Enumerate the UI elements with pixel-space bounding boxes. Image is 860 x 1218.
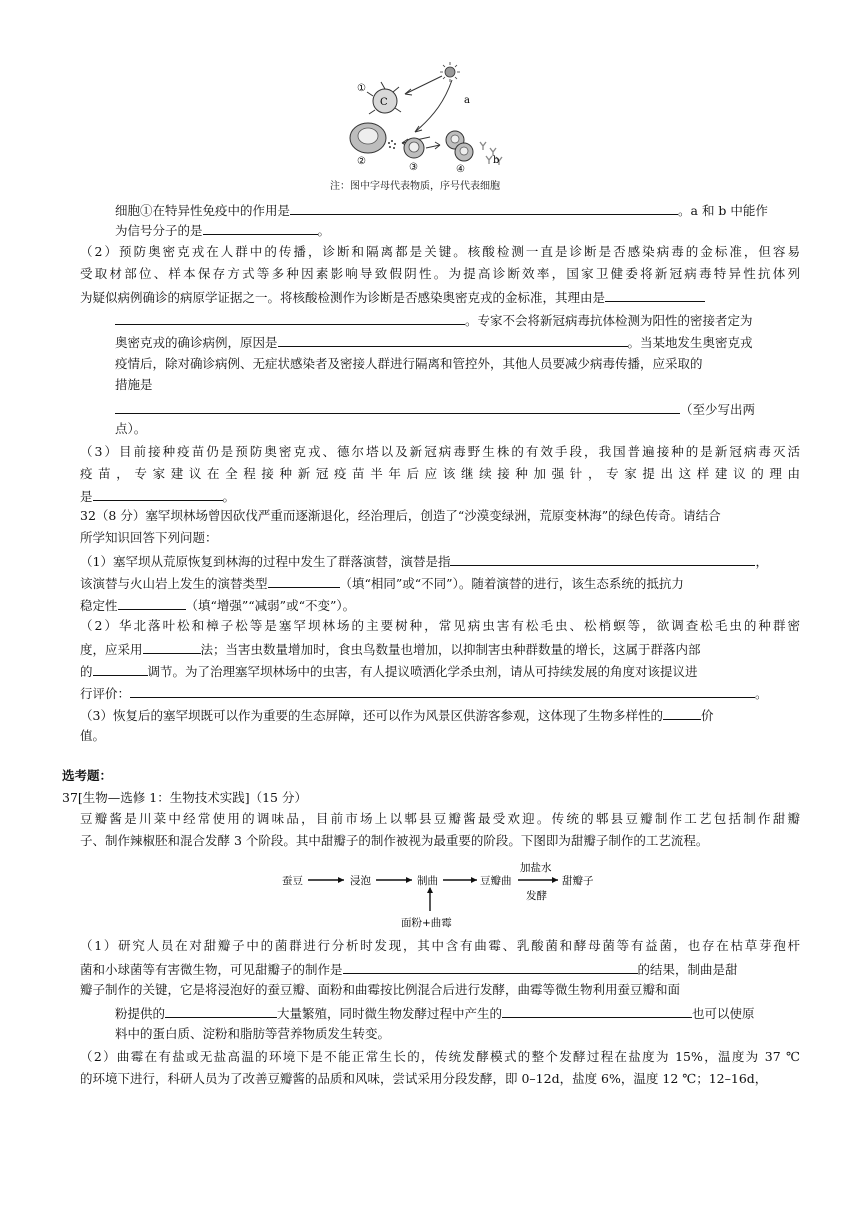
q31-line-2: 为信号分子的是 。	[115, 223, 331, 238]
q31-p3-line-2: 疫苗，专家建议在全程接种新冠疫苗半年后应该继续接种加强针，专家提出这样建议的理由	[80, 466, 800, 481]
optional-heading: 选考题：	[62, 768, 113, 783]
flow-step-soybean: 蚕豆	[282, 875, 303, 887]
flow-step-sweet-bean: 甜瓣子	[562, 875, 594, 887]
q37-p1-line-4: 粉提供的 大量繁殖，同时微生物发酵过程中产生的 也可以使原	[115, 1006, 755, 1021]
q32-p1-line-2: 该演替与火山岩上发生的演替类型 （填“相同”或“不同”）。随着演替的进行，该生态系统的抵抗力	[80, 576, 684, 591]
process-flow-diagram	[270, 853, 610, 933]
q32-p3-line-1: （3）恢复后的塞罕坝既可以作为重要的生态屏障，还可以作为风景区供游客参观，这体现了生物多样性的 价	[80, 708, 714, 723]
flow-input-flour-aspergillus: 面粉+曲霉	[401, 917, 452, 929]
q32-p2-line-1: （2）华北落叶松和樟子松等是塞罕坝林场的主要树种，常见病虫害有松毛虫、松梢螟等，欲调查松毛虫的种群密	[80, 618, 800, 633]
q31-p2-line-6: 疫情后，除对确诊病例、无症状感染者及密接人群进行隔离和管控外，其他人员要减少病毒传播，应采取的	[115, 356, 703, 371]
q37-p1-line-5: 料中的蛋白质、淀粉和脂肪等营养物质发生转变。	[115, 1026, 391, 1041]
label-2: ②	[357, 156, 366, 167]
q31-p2-line-3: 为疑似病例确诊的病原学证据之一。将核酸检测作为诊断是否感染奥密克戎的金标准，其理由是	[80, 288, 705, 306]
q37-intro-line-1: 豆瓣酱是川菜中经常使用的调味品，目前市场上以郫县豆瓣酱最受欢迎。传统的郫县豆瓣制作工艺包括制作甜瓣	[80, 811, 800, 826]
signal-dots	[388, 140, 396, 149]
cell-2-icon	[350, 123, 386, 153]
immune-diagram	[340, 60, 530, 190]
flow-label-ferment: 发酵	[526, 890, 547, 902]
q31-p2-line-5: 奥密克戎的确诊病例，原因是 。当某地发生奥密克戎	[115, 335, 753, 350]
q31-p2-line-8: （至少写出两	[115, 400, 755, 418]
label-4: ④	[456, 164, 465, 175]
label-3: ③	[409, 162, 418, 173]
figure-caption: 注：图中字母代表物质，序号代表细胞	[330, 181, 500, 192]
q32-p1-line-3: 稳定性 （填“增强”“减弱”或“不变”）。	[80, 598, 356, 613]
q31-p2-line-7: 措施是	[115, 377, 153, 392]
q31-p3-line-1: （3）目前接种疫苗仍是预防奥密克戎、德尔塔以及新冠病毒野生株的有效手段，我国普遍接种的是新冠病毒灭活	[80, 444, 800, 459]
q32-p3-line-2: 值。	[80, 728, 106, 743]
flow-step-koji: 制曲	[417, 875, 438, 887]
cell-3-icon	[404, 138, 424, 158]
flow-step-bean-koji: 豆瓣曲	[480, 875, 512, 887]
virus-icon	[440, 62, 460, 82]
q32-p2-line-4: 行评价： 。	[80, 686, 768, 701]
q32-p2-line-3: 的 调节。为了治理塞罕坝林场中的虫害，有人提议喷洒化学杀虫剂，请从可持续发展的角度对该提议进	[80, 664, 698, 679]
q37-p2-line-1: （2）曲霉在有盐或无盐高温的环境下是不能正常生长的，传统发酵模式的整个发酵过程在盐度为 15%，温度为 37 ℃	[80, 1049, 800, 1064]
cell-c-label: C	[380, 97, 388, 108]
label-1: ①	[357, 83, 366, 94]
q32-line-2: 所学知识回答下列问题：	[80, 530, 218, 545]
q31-p2-line-4: 。专家不会将新冠病毒抗体检测为阳性的密接者定为	[115, 311, 753, 329]
q31-p2-line-1: （2）预防奥密克戎在人群中的传播，诊断和隔离都是关键。核酸检测一直是诊断是否感染病毒的金标准，但容易	[80, 244, 800, 259]
flow-label-add-brine: 加盐水	[520, 862, 552, 874]
q31-line-1: 细胞①在特异性免疫中的作用是 。a 和 b 中能作	[115, 203, 768, 218]
q37-p1-line-2: 菌和小球菌等有害微生物，可见甜瓣子的制作是 的结果，制曲是甜	[80, 962, 738, 977]
cell-4-icon	[446, 131, 473, 161]
q31-p2-line-9: 点）。	[115, 421, 147, 436]
label-b: b	[493, 155, 500, 166]
q31-p2-line-2: 受取材部位、样本保存方式等多种因素影响导致假阴性。为提高诊断效率，国家卫健委将新冠病毒特异性抗体列	[80, 266, 800, 281]
q32-line-1: 32（8 分）塞罕坝林场曾因砍伐严重而逐渐退化，经治理后，创造了“沙漠变绿洲，荒原变林海”的绿色传奇。请结合	[80, 508, 721, 523]
label-a: a	[464, 95, 470, 106]
flow-step-soak: 浸泡	[350, 875, 371, 887]
q37-title: 37[生物—选修 1：生物技术实践]（15 分）	[62, 790, 307, 805]
q37-p2-line-2: 的环境下进行，科研人员为了改善豆瓣酱的品质和风味，尝试采用分段发酵，即 0–12d，盐度 6%，温度 12 ℃；12–16d，	[80, 1071, 768, 1086]
q37-p1-line-3: 瓣子制作的关键，它是将浸泡好的蚕豆瓣、面粉和曲霉按比例混合后进行发酵，曲霉等微生物利用蚕豆瓣和面	[80, 982, 681, 997]
q37-p1-line-1: （1）研究人员在对甜瓣子中的菌群进行分析时发现，其中含有曲霉、乳酸菌和酵母菌等有益菌，也存在枯草芽孢杆	[80, 938, 800, 953]
q32-p2-line-2: 度，应采用 法；当害虫数量增加时，食虫鸟数量也增加，以抑制害虫种群数量的增长，这属于群落内部	[80, 642, 701, 657]
q37-intro-line-2: 子、制作辣椒胚和混合发酵 3 个阶段。其中甜瓣子的制作被视为最重要的阶段。下图即为甜瓣子制作的工艺流程。	[80, 833, 709, 848]
q31-p3-line-3: 是 。	[80, 489, 236, 504]
q32-p1-line-1: （1）塞罕坝从荒原恢复到林海的过程中发生了群落演替，演替是指 ，	[80, 554, 768, 569]
